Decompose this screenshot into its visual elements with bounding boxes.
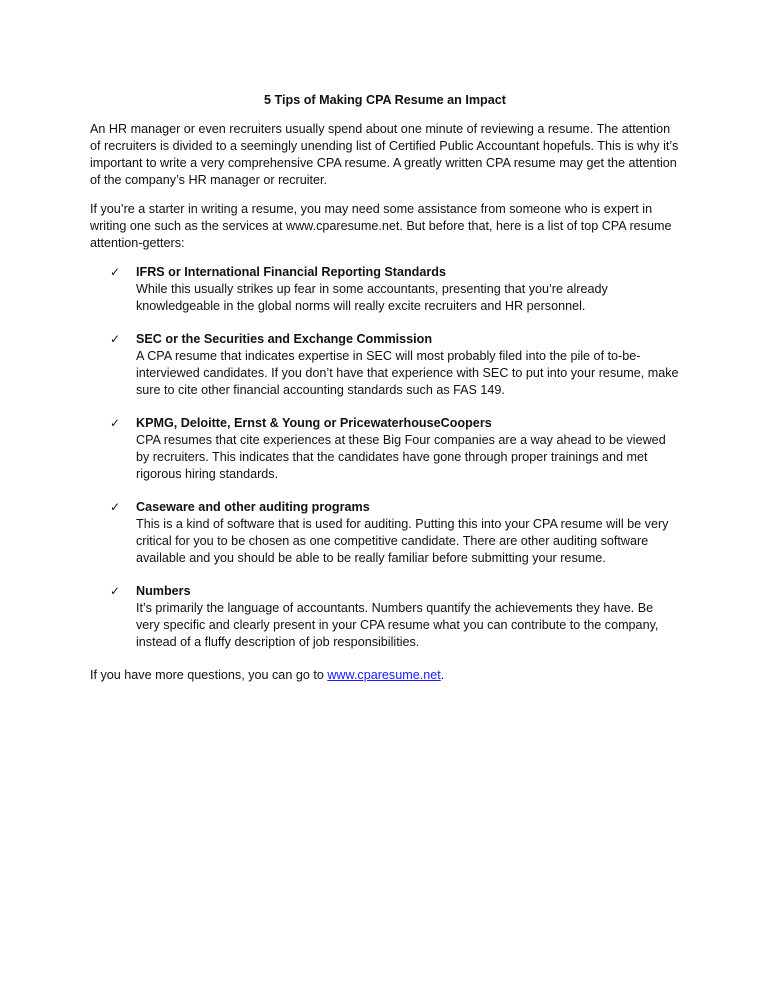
tip-title: IFRS or International Financial Reporting Standards (136, 265, 446, 279)
tip-title: SEC or the Securities and Exchange Commission (136, 332, 433, 346)
checkmark-icon: ✓ (110, 332, 121, 346)
list-item (90, 583, 680, 651)
tip-body: CPA resumes that cite experiences at these Big Four companies are a way ahead to be viewed by recruiters. This indicates that the candidates have gone through proper trainings and met rigorous hiring standards. (136, 433, 666, 481)
tip-body: It’s primarily the language of accountants. Numbers quantify the achievements they have. Be very specific and clearly present in your CPA resume what you can contribute to the company, instead of a fluffy description of job responsibilities. (136, 601, 659, 649)
tip-title: Numbers (136, 584, 191, 598)
checkmark-icon: ✓ (110, 500, 121, 514)
intro-paragraph-2: If you’re a starter in writing a resume, you may need some assistance from someone who is expert in writing one such as the services at www.cparesume.net. But before that, here is a list of top CPA resume attention-getters: (90, 202, 672, 250)
tip-body: A CPA resume that indicates expertise in SEC will most probably filed into the pile of to-be-interviewed candidates. If you don’t have that experience with SEC to put into your resume, make sure to cite other financial accounting standards such as FAS 149. (136, 349, 679, 397)
list-item (90, 415, 680, 483)
document-body (90, 92, 680, 696)
closing-punctuation: . (440, 668, 445, 682)
list-item (90, 331, 680, 399)
checkmark-icon: ✓ (110, 584, 121, 598)
closing-paragraph (90, 667, 680, 684)
tip-title: KPMG, Deloitte, Ernst & Young or PricewaterhouseCoopers (136, 416, 492, 430)
list-item (90, 499, 680, 567)
tip-body: While this usually strikes up fear in some accountants, presenting that you’re already knowledgeable in the global norms will really excite recruiters and HR personnel. (136, 282, 608, 313)
website-link[interactable]: www.cparesume.net (327, 668, 441, 682)
tips-list (90, 264, 680, 651)
intro-paragraph-1: An HR manager or even recruiters usually spend about one minute of reviewing a resume. The attention of recruiters is divided to a seemingly unending list of Certified Public Accountant hopefuls. This is why it’s important to write a very comprehensive CPA resume. A greatly written CPA resume may get the attention of the company’s HR manager or recruiter. (90, 122, 679, 187)
tip-body: This is a kind of software that is used for auditing. Putting this into your CPA resume will be very critical for you to be chosen as one competitive candidate. There are other auditing software available and you should be able to be really familiar before submitting your resume. (136, 517, 669, 565)
tip-title: Caseware and other auditing programs (136, 500, 370, 514)
closing-text: If you have more questions, you can go to (90, 668, 328, 682)
document-title: 5 Tips of Making CPA Resume an Impact (264, 93, 506, 107)
checkmark-icon: ✓ (110, 416, 121, 430)
checkmark-icon: ✓ (110, 265, 121, 279)
list-item (90, 264, 680, 315)
